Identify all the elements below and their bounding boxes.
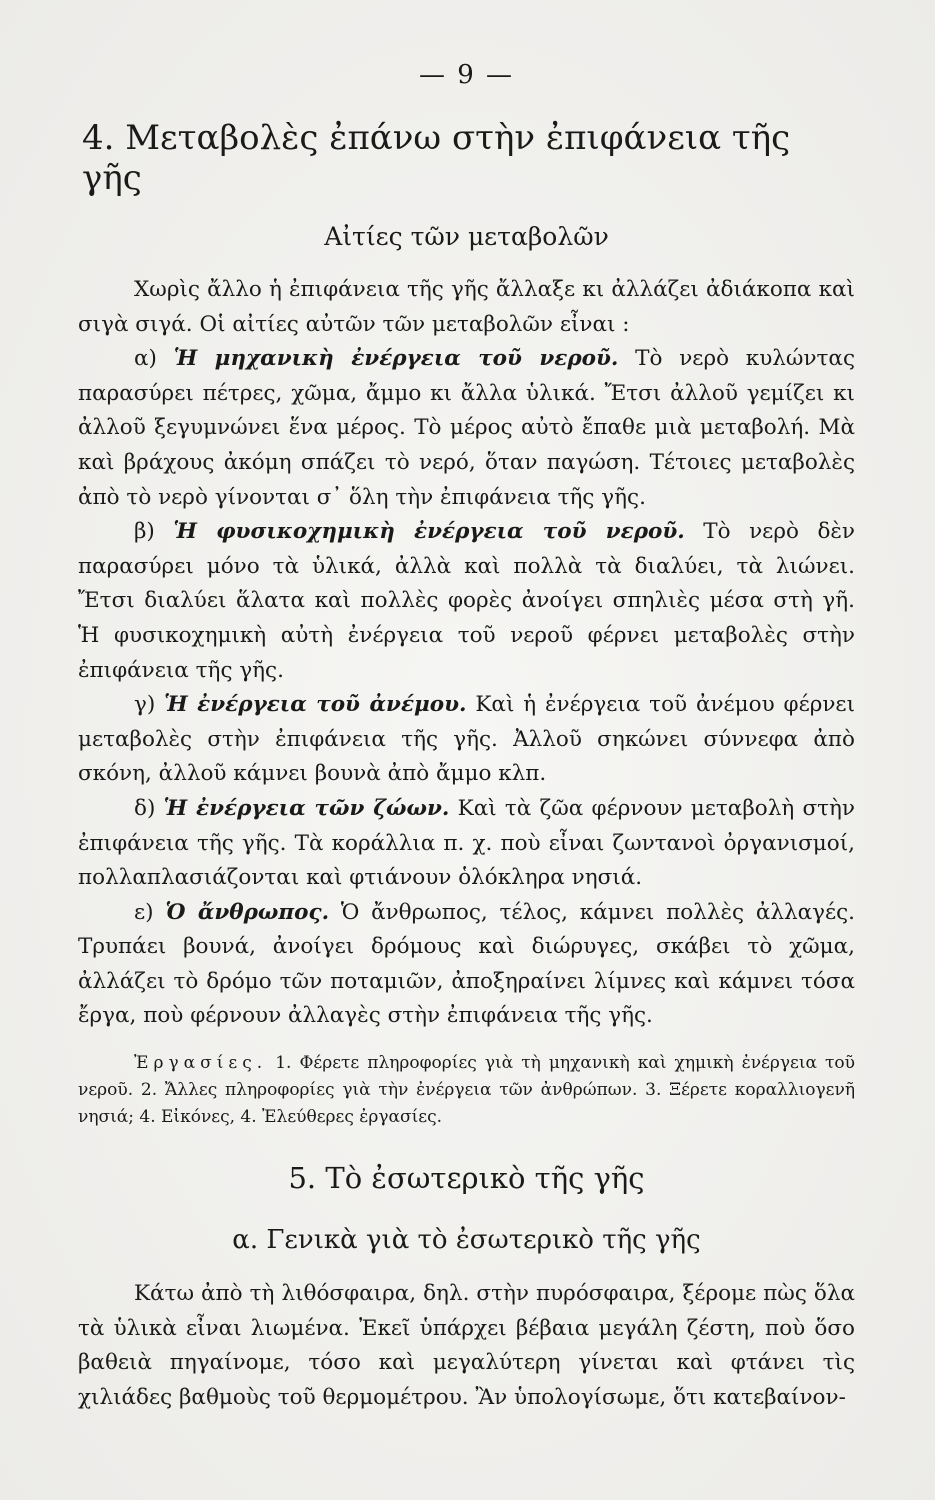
- cause-item-a: [78, 342, 855, 515]
- cause-lead: Ὁ ἄνθρωπος.: [165, 899, 330, 925]
- cause-text: Ὁ ἄνθρωπος, τέλος, κάμνει πολλὲς ἀλλαγές. Τρυπάει βουνά, ἀνοίγει δρόμους καὶ διώρυγες, σκάβει τὸ χῶμα, ἀλλάζει τὸ δρόμο τῶν ποταμιῶν, ἀποξηραίνει λίμνες καὶ κάμνει τόσα ἔργα, ποὺ φέρνουν ἀλλαγὲς στὴν ἐπιφάνεια τῆς γῆς.: [78, 899, 855, 1029]
- cause-text: Καὶ ἡ ἐνέργεια τοῦ ἀνέμου φέρνει μεταβολὲς στὴν ἐπιφάνεια τῆς γῆς. Ἀλλοῦ σηκώνει σύννεφα ἀπὸ σκόνη, ἀλλοῦ κάμνει βουνὰ ἀπὸ ἄμμο κλπ.: [78, 692, 855, 787]
- cause-item-d: [78, 792, 855, 896]
- exercises-label: Ἐργασίες.: [134, 1053, 268, 1074]
- cause-lead: Ἡ ἐνέργεια τῶν ζώων.: [163, 795, 450, 821]
- cause-text: Καὶ τὰ ζῶα φέρνουν μεταβολὴ στὴν ἐπιφάνεια τῆς γῆς. Τὰ κοράλλια π. χ. ποὺ εἶναι ζωντανοὶ ὀργανισμοί, πολλαπλασιάζονται καὶ φτιάνουν ὁλόκληρα νησιά.: [78, 795, 855, 891]
- page-number: — 9 —: [418, 60, 515, 90]
- cause-item-c: [78, 688, 855, 792]
- section-5-title: 5. Τὸ ἐσωτερικὸ τῆς γῆς: [288, 1161, 645, 1196]
- cause-marker: ε): [134, 899, 154, 925]
- exercises-text: 1. Φέρετε πληροφορίες γιὰ τὴ μηχανικὴ καὶ χημικὴ ἐνέργεια τοῦ νεροῦ. 2. Ἄλλες πληροφορίες γιὰ τὴν ἐνέργεια τῶν ἀνθρώπων. 3. Ξέρετε κοραλλιογενῆ νησιά; 4. Εἰκόνες, 4. Ἐλεύθερες ἐργασίες.: [78, 1053, 855, 1128]
- section-4-title: 4. Μεταβολὲς ἐπάνω στὴν ἐπιφάνεια τῆς γῆς: [82, 118, 791, 198]
- cause-item-e: [78, 896, 855, 1034]
- section-5-text: Κάτω ἀπὸ τὴ λιθόσφαιρα, δηλ. στὴν πυρόσφαιρα, ξέρομε πὼς ὅλα τὰ ὑλικὰ εἶναι λιωμένα. Ἐκεῖ ὑπάρχει βέβαια μεγάλη ζέστη, ποὺ ὅσο βαθειὰ πηγαίνομε, τόσο καὶ μεγαλύτερη γίνεται καὶ φτάνει τὶς χιλιάδες βαθμοὺς τοῦ θερμομέτρου. Ἂν ὑπολογίσωμε, ὅτι κατεβαίνον-: [78, 1281, 855, 1410]
- exercises: [78, 1050, 855, 1131]
- cause-text: Τὸ νερὸ κυλώντας παρασύρει πέτρες, χῶμα, ἄμμο κι ἄλλα ὑλικά. Ἔτσι ἀλλοῦ γεμίζει κι ἀλλοῦ ξεγυμνώνει ἕνα μέρος. Τὸ μέρος αὐτὸ ἔπαθε μιὰ μεταβολή. Μὰ καὶ βράχους ἀκόμη σπάζει τὸ νερό, ὅταν παγώση. Τέτοιες μεταβολὲς ἀπὸ τὸ νερὸ γίνονται σ᾿ ὅλη τὴν ἐπιφάνεια τῆς γῆς.: [78, 346, 855, 510]
- cause-lead: Ἡ ἐνέργεια τοῦ ἀνέμου.: [164, 692, 467, 718]
- section-4-subtitle: Αἰτίες τῶν μεταβολῶν: [324, 222, 609, 251]
- section-5-subtitle: α. Γενικὰ γιὰ τὸ ἐσωτερικὸ τῆς γῆς: [232, 1225, 701, 1256]
- cause-marker: α): [134, 346, 157, 372]
- cause-lead: Ἡ μηχανικὴ ἐνέργεια τοῦ νεροῦ.: [173, 346, 619, 372]
- section-4-intro: Χωρὶς ἄλλο ἡ ἐπιφάνεια τῆς γῆς ἄλλαξε κι ἀλλάζει ἀδιάκοπα καὶ σιγὰ σιγά. Οἱ αἰτίες αὐτῶν τῶν μεταβολῶν εἶναι :: [78, 277, 855, 337]
- cause-marker: δ): [134, 795, 156, 821]
- cause-lead: Ἡ φυσικοχημικὴ ἐνέργεια τοῦ νεροῦ.: [173, 519, 685, 545]
- cause-text: Τὸ νερὸ δὲν παρασύρει μόνο τὰ ὑλικά, ἀλλὰ καὶ πολλὰ τὰ διαλύει, τὰ λιώνει. Ἔτσι διαλύει ἅλατα καὶ πολλὲς φορὲς ἀνοίγει σπηλιὲς μέσα στὴ γῆ. Ἡ φυσικοχημικὴ αὐτὴ ἐνέργεια τοῦ νεροῦ φέρνει μεταβολὲς στὴν ἐπιφάνεια τῆς γῆς.: [78, 519, 855, 683]
- cause-marker: β): [134, 519, 155, 545]
- cause-marker: γ): [134, 692, 156, 718]
- cause-item-b: [78, 515, 855, 688]
